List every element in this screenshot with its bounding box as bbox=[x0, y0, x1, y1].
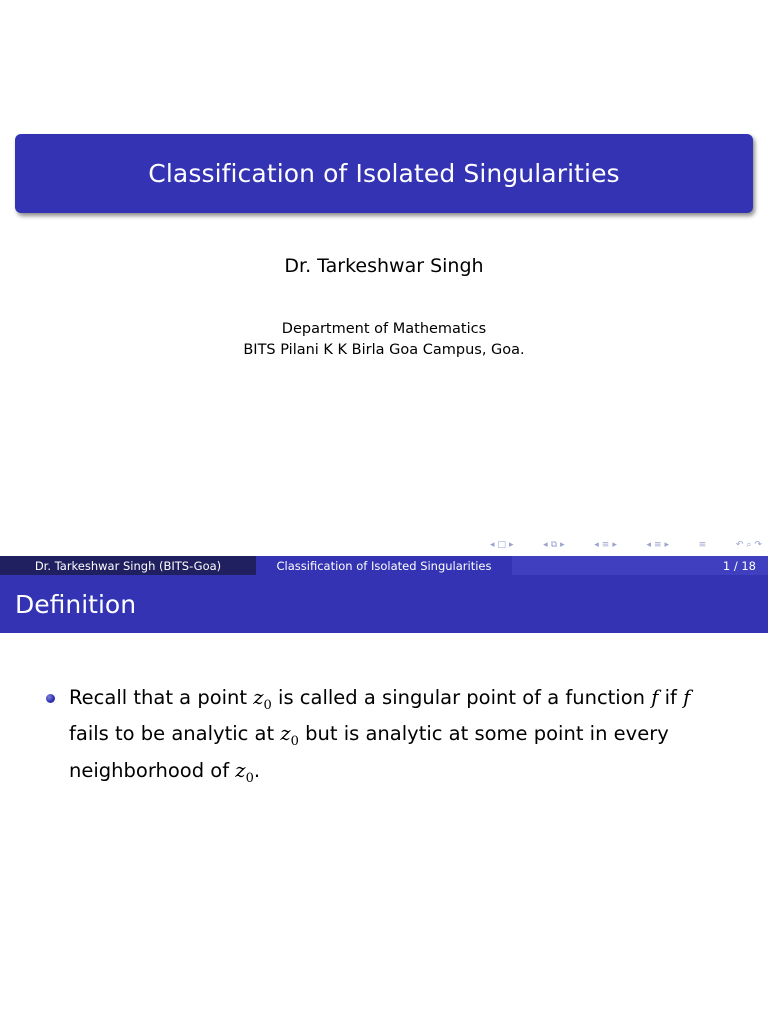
math-var: z bbox=[280, 722, 291, 746]
section-icon[interactable]: ≡ bbox=[654, 540, 662, 550]
text-segment: fails to be analytic at bbox=[69, 722, 281, 746]
next-slide-icon[interactable]: ▸ bbox=[509, 540, 514, 550]
text-segment: if bbox=[658, 686, 684, 709]
beamer-navigation-bar bbox=[490, 537, 762, 553]
prev-section-icon[interactable]: ◂ bbox=[646, 540, 651, 550]
next-subsection-icon[interactable]: ▸ bbox=[612, 540, 617, 550]
math-f: f bbox=[651, 686, 659, 709]
text-segment: neighborhood of bbox=[69, 758, 236, 782]
undo-icon[interactable]: ↶ bbox=[735, 540, 744, 550]
math-z bbox=[235, 758, 254, 786]
page-number: 1 / 18 bbox=[512, 556, 768, 575]
next-frame-icon[interactable]: ▸ bbox=[560, 540, 565, 550]
math-subscript: 0 bbox=[290, 734, 299, 750]
math-subscript: 0 bbox=[245, 770, 254, 786]
list-item bbox=[46, 684, 736, 793]
department-name: Department of Mathematics bbox=[281, 321, 487, 337]
math-z bbox=[253, 686, 272, 713]
footer-author: Dr. Tarkeshwar Singh (BITS-Goa) bbox=[0, 556, 256, 575]
math-var: z bbox=[235, 758, 246, 782]
text-segment: is called a singular point of a function bbox=[271, 686, 652, 709]
prev-slide-icon[interactable]: ◂ bbox=[490, 540, 495, 550]
text-segment: but is analytic at some point in every bbox=[298, 722, 669, 746]
text-segment: Recall that a point bbox=[69, 686, 254, 709]
outline-icon[interactable]: ≡ bbox=[698, 540, 707, 550]
affiliation bbox=[0, 319, 768, 361]
math-subscript: 0 bbox=[263, 697, 272, 713]
prev-subsection-icon[interactable]: ◂ bbox=[594, 540, 599, 550]
prev-frame-icon[interactable]: ◂ bbox=[543, 540, 548, 550]
math-var: z bbox=[253, 686, 264, 709]
math-f: f bbox=[683, 686, 691, 709]
title-box bbox=[15, 134, 753, 213]
slide-footer bbox=[0, 556, 768, 575]
frame-title: Definition bbox=[15, 589, 137, 619]
search-icon[interactable]: ⌕ bbox=[746, 540, 752, 550]
text-segment: . bbox=[253, 758, 261, 782]
next-section-icon[interactable]: ▸ bbox=[664, 540, 670, 550]
math-z bbox=[280, 722, 299, 750]
author-name: Dr. Tarkeshwar Singh bbox=[284, 255, 484, 277]
footer-title: Classification of Isolated Singularities bbox=[256, 556, 512, 575]
frame-title-bar bbox=[0, 575, 768, 633]
redo-icon[interactable]: ↷ bbox=[754, 540, 762, 550]
subsection-icon[interactable]: ≡ bbox=[601, 540, 610, 550]
bullet-text bbox=[69, 684, 690, 793]
bullet-icon bbox=[46, 694, 55, 703]
frame-icon[interactable]: ⧉ bbox=[550, 540, 558, 550]
slide-icon[interactable]: □ bbox=[497, 540, 507, 550]
presentation-title: Classification of Isolated Singularities bbox=[148, 159, 620, 188]
bullet-list bbox=[46, 684, 736, 793]
institution-name: BITS Pilani K K Birla Goa Campus, Goa. bbox=[243, 342, 525, 358]
